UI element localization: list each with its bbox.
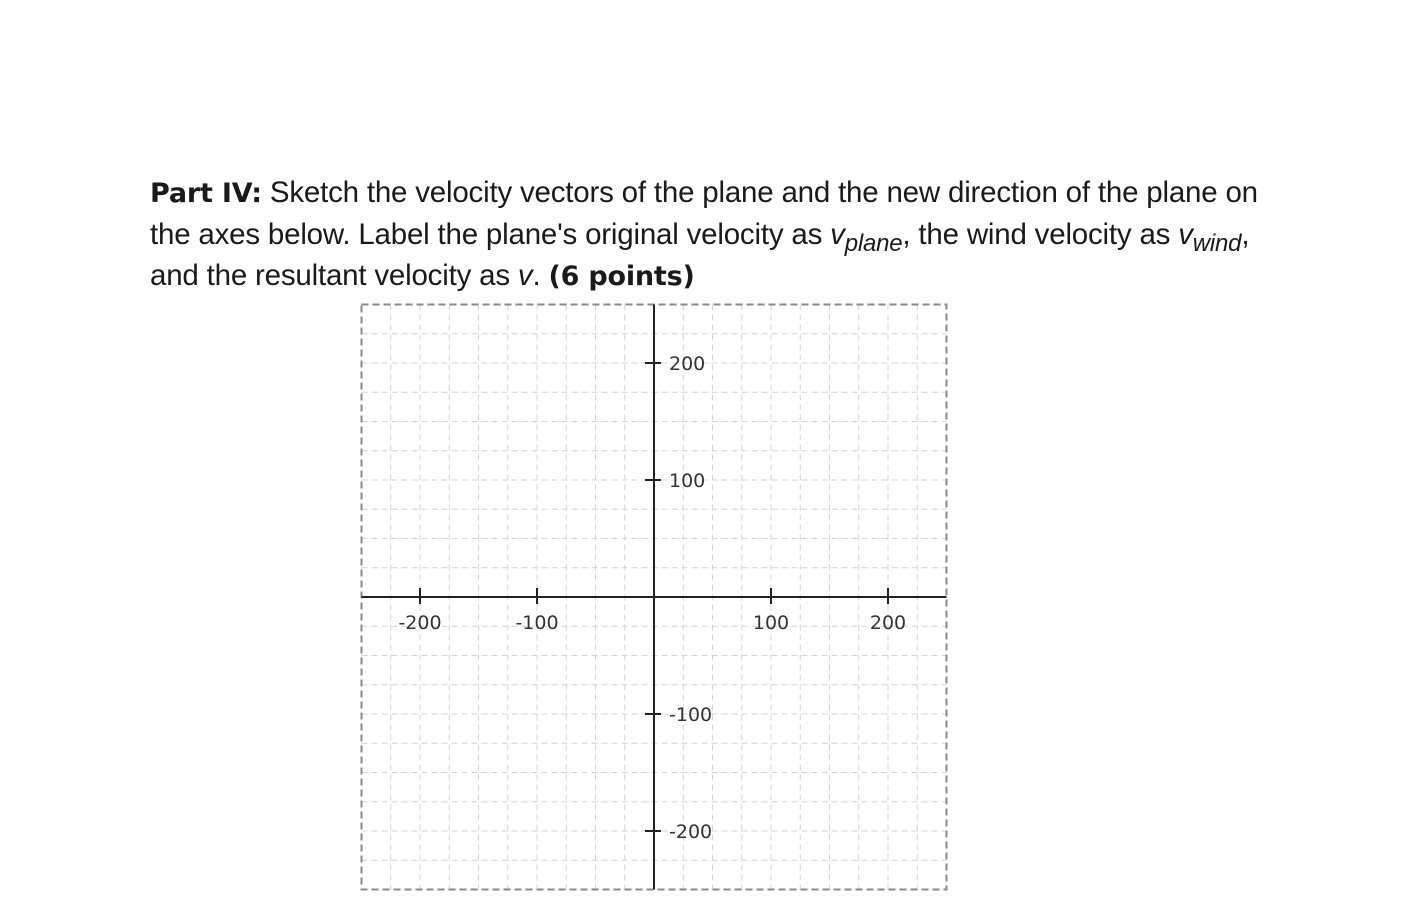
x-tick-label: -200 (398, 612, 442, 634)
question-text-4: . (532, 259, 549, 292)
question-text-1: Sketch the velocity vectors of the plane and the new direction of the plane on the axes below. Label the plane's original velocity as (150, 176, 1258, 251)
v-symbol: v (830, 218, 845, 251)
y-tick-label: -100 (669, 704, 713, 726)
x-tick-label: -100 (515, 612, 559, 634)
question-text-2: , the wind velocity as (902, 218, 1179, 251)
y-tick-label: 100 (669, 470, 706, 492)
subscript-plane: plane (844, 230, 903, 257)
part-label: Part IV: (150, 178, 262, 209)
var-v-resultant: v (517, 259, 533, 292)
question-text-3: , and the resultant velocity as (150, 218, 1250, 292)
v-symbol: v (1178, 218, 1193, 251)
y-tick-label: -200 (669, 821, 713, 843)
subscript-wind: wind (1192, 230, 1242, 257)
y-tick-label: 200 (669, 353, 706, 375)
x-tick-label: 100 (752, 612, 790, 634)
points-label: (6 points) (548, 261, 695, 292)
x-tick-label: 200 (869, 612, 907, 634)
